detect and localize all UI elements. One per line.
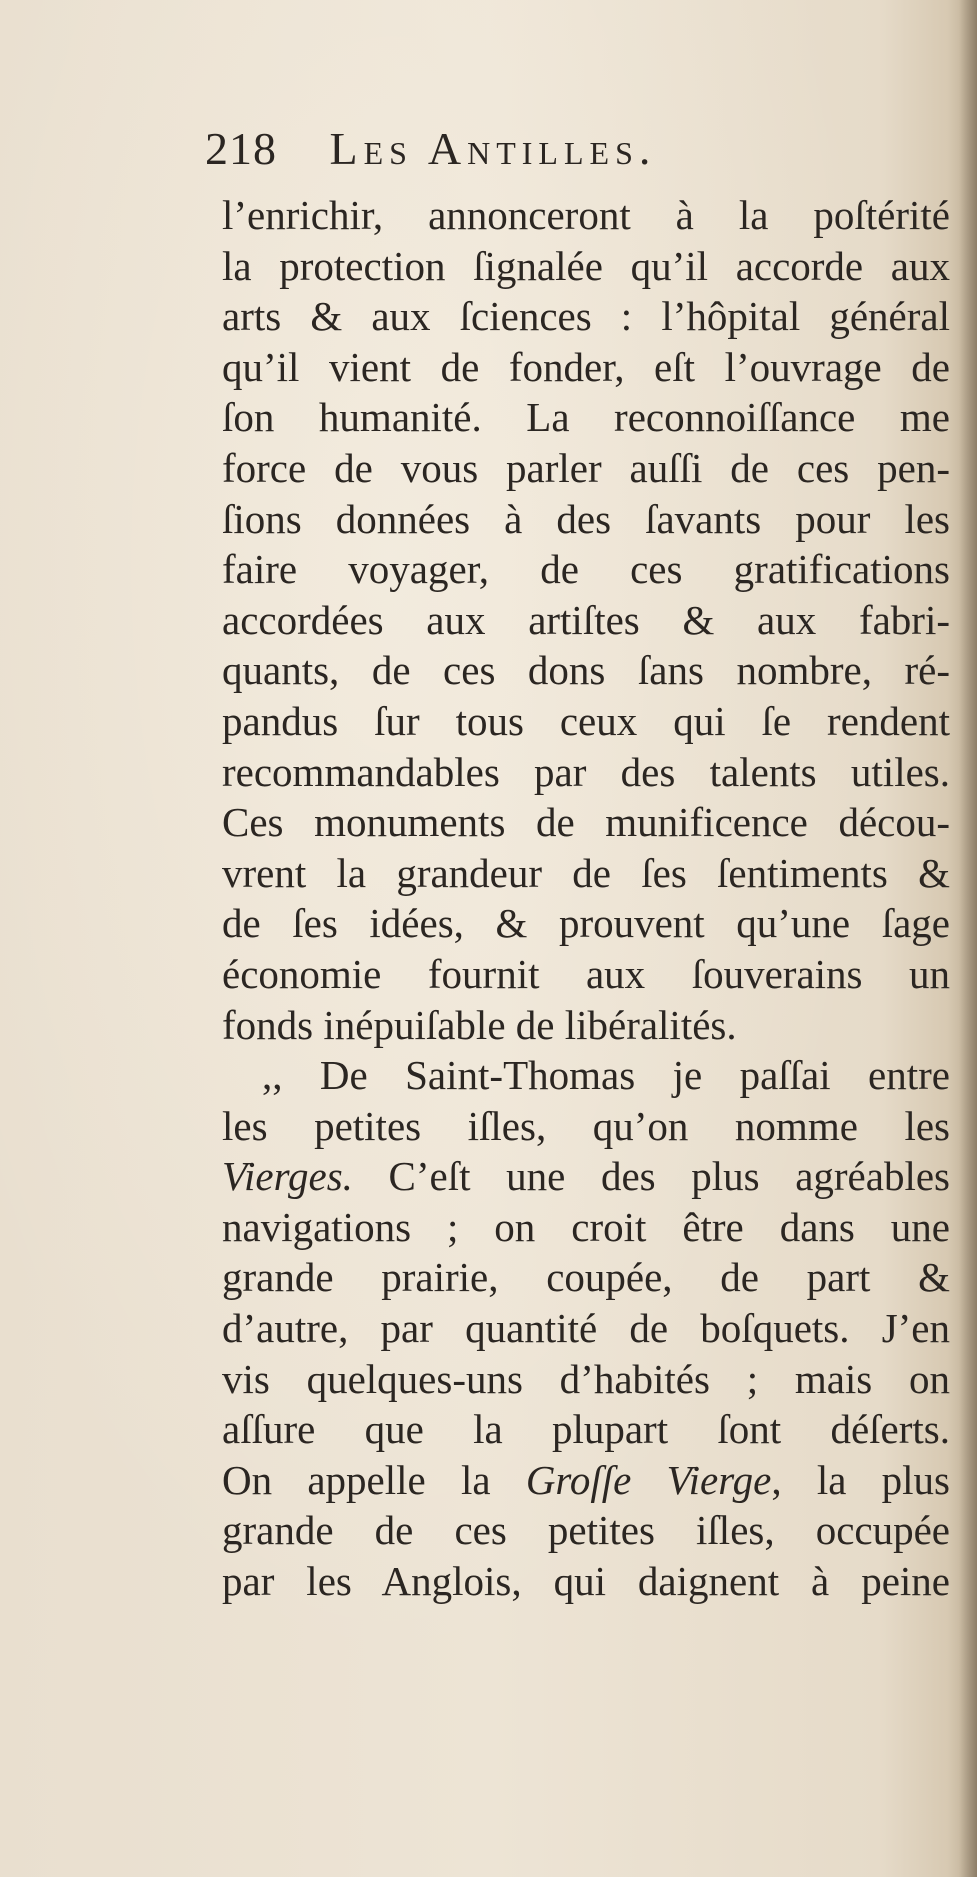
- text-line: ſon humanité. La reconnoiſſance me: [222, 394, 950, 441]
- text-line: arts & aux ſciences : l’hôpital général: [222, 293, 950, 340]
- text-line: grande de ces petites iſles, occupée: [222, 1507, 950, 1554]
- text-line: par les Anglois, qui daignent à peine: [222, 1558, 950, 1605]
- text-line: ,, De Saint-Thomas je paſſai entre: [262, 1052, 950, 1099]
- text-line: économie fournit aux ſouverains un: [222, 950, 950, 997]
- text-line: qu’il vient de fonder, eſt l’ouvrage de: [222, 343, 950, 390]
- text-line: vrent la grandeur de ſes ſentiments &: [222, 849, 950, 896]
- text-line: recommandables par des talents utiles.: [222, 748, 950, 795]
- text-line: grande prairie, coupée, de part &: [222, 1254, 950, 1301]
- italic-text: Vierges.: [222, 1153, 353, 1200]
- text-line: de ſes idées, & prouvent qu’une ſage: [222, 900, 950, 947]
- text-line: navigations ; on croit être dans une: [222, 1203, 950, 1250]
- page-edge-shadow: [959, 0, 977, 1877]
- text-segment: On appelle la: [222, 1456, 526, 1503]
- text-line: vis quelques-uns d’habités ; mais on: [222, 1355, 950, 1402]
- text-line: l’enrichir, annonceront à la poſtérité: [222, 192, 950, 238]
- text-line: fonds inépuiſable de libéralités.: [222, 1001, 737, 1048]
- text-line: pandus ſur tous ceux qui ſe rendent: [222, 697, 950, 744]
- text-line: aſſure que la plupart ſont déſerts.: [222, 1406, 950, 1453]
- text-line: d’autre, par quantité de boſquets. J’en: [222, 1305, 950, 1352]
- text-line: la protection ſignalée qu’il accorde aux: [222, 242, 950, 289]
- text-line: ſions données à des ſavants pour les: [222, 495, 950, 542]
- text-segment: C’eſt une des plus agréables: [352, 1153, 950, 1200]
- text-line: Ces monuments de munificence décou-: [222, 799, 950, 846]
- page-header: [205, 122, 656, 175]
- running-title: Les Antilles.: [329, 123, 657, 174]
- text-line: [222, 1151, 950, 1202]
- text-line: les petites iſles, qu’on nomme les: [222, 1102, 950, 1149]
- text-segment: , la plus: [771, 1456, 951, 1503]
- text-line: quants, de ces dons ſans nombre, ré-: [222, 647, 950, 694]
- text-line: [222, 1455, 950, 1506]
- text-line: accordées aux artiſtes & aux fabri-: [222, 596, 950, 643]
- body-text: [222, 190, 950, 1607]
- text-line: faire voyager, de ces gratifications: [222, 546, 950, 593]
- italic-text: Groſſe Vierge: [525, 1456, 772, 1503]
- text-line: force de vous parler auſſi de ces pen-: [222, 444, 950, 491]
- page-number: 218: [205, 123, 277, 174]
